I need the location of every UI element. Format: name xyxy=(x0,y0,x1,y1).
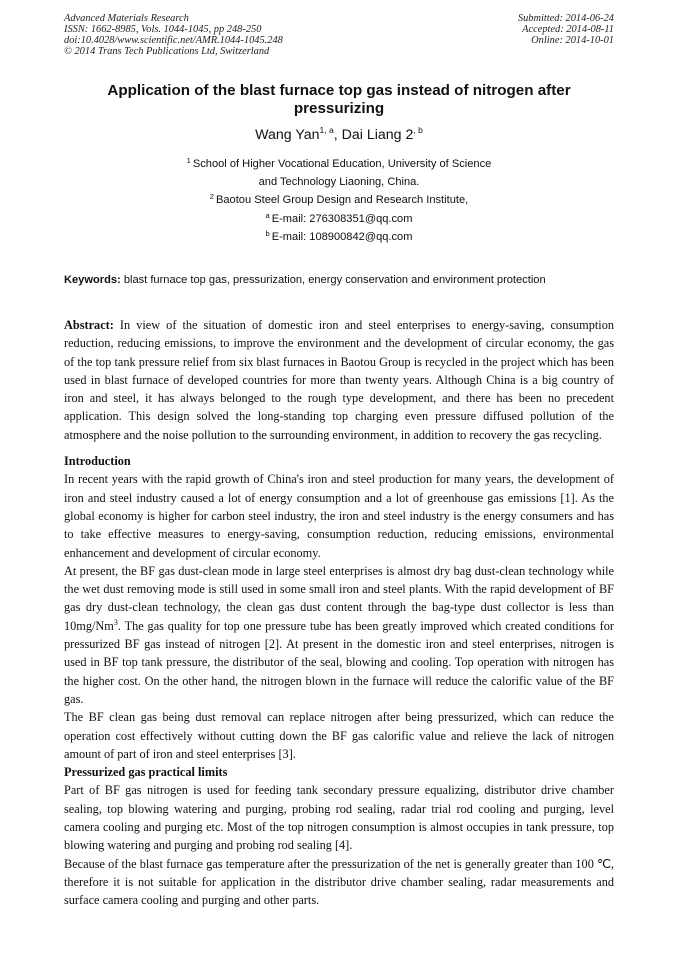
affiliations xyxy=(64,155,614,246)
email-b-marker: b xyxy=(265,228,270,238)
affiliation-1-marker: 1 xyxy=(186,156,191,165)
affiliation-2-marker: 2 xyxy=(209,192,214,202)
introduction-heading: Introduction xyxy=(64,454,131,469)
introduction-paragraph-2-part-b: . The gas quality for top one pressure tube has been greatly improved which created conditions for pressurized BF gas instead of nitrogen [2]. At present in the domestic iron and steel enterprises, nitrogen is used in BF top tank pressure, the distributor of the seal, blowing and cooling. Top operation with nitrogen has the higher cost. On the other hand, the nitrogen blown in the furnace will reduce the calorific value of the BF gas. xyxy=(64,618,614,706)
author-2: Dai Liang 2 xyxy=(341,127,414,143)
keywords xyxy=(64,272,624,288)
unit-superscript: 3 xyxy=(113,617,118,627)
abstract xyxy=(64,316,614,444)
introduction-paragraph-2 xyxy=(64,562,614,708)
journal-issn: ISSN: 1662-8985, Vols. 1044-1045, pp 248-250 xyxy=(64,24,262,36)
journal-name: Advanced Materials Research xyxy=(64,13,189,24)
journal-copyright: © 2014 Trans Tech Publications Ltd, Switzerland xyxy=(64,46,270,58)
introduction-paragraph-2-part-a: At present, the BF gas dust-clean mode in large steel enterprises is almost dry bag dust-clean technology while the wet dust removing mode is still used in some small iron and steel plants. With the rapid development of BF gas dry dust-clean technology, the clean gas dust content through the bag-type dust collector is less than 10mg/Nm xyxy=(64,563,614,633)
keywords-label: Keywords: xyxy=(64,274,121,286)
introduction-paragraph-1: In recent years with the rapid growth of China's iron and steel production for many years, the development of iron and steel industry caused a lot of energy consumption and a lot of greenhouse gas emissions [1]. As the global economy is higher for carbon steel industry, the iron and steel industry is the energy consumers and has to take effective measures to energy-saving, consumption reduction, reducing emissions, environmental enhancement and development of circular economy. xyxy=(64,472,614,560)
limits-paragraph-1: Part of BF gas nitrogen is used for feeding tank secondary pressure equalizing, distributor drive chamber sealing, top blowing watering and purging, probing rod sealing, radar trial rod cooling and purging, level camera cooling and purging etc. Most of the top nitrogen consumption is almost occupies in tank pressure, top blowing watering and purging and probing rod sealing [4]. xyxy=(64,783,614,853)
keywords-text: blast furnace top gas, pressurization, energy conservation and environment protection xyxy=(123,274,546,286)
author-list xyxy=(64,126,614,144)
journal-info xyxy=(64,13,283,57)
affiliation-1-text: School of Higher Vocational Education, University of Science xyxy=(192,158,492,170)
affiliation-1-line-1 xyxy=(64,155,614,173)
affiliation-1-line-2: and Technology Liaoning, China. xyxy=(258,176,420,189)
paper-body xyxy=(64,316,614,910)
limits-paragraph-2: Because of the blast furnace gas temperature after the pressurization of the net is generally greater than 100 ℃, therefore it is not suitable for application in the distributor drive chamber sealing, radar measurements and surface camera cooling and purging and other parts. xyxy=(64,856,614,908)
email-a-marker: a xyxy=(265,210,270,220)
title-line-2: pressurizing xyxy=(293,100,385,117)
abstract-label: Abstract: xyxy=(64,318,114,332)
journal-doi[interactable]: doi:10.4028/www.scientific.net/AMR.1044-1045.248 xyxy=(64,35,283,47)
email-a xyxy=(64,210,614,228)
accepted-date: Accepted: 2014-08-11 xyxy=(522,24,614,36)
affiliation-2-text: Baotou Steel Group Design and Research Institute, xyxy=(215,194,469,207)
email-b-text[interactable]: E-mail: 108900842@qq.com xyxy=(271,230,413,243)
online-date: Online: 2014-10-01 xyxy=(531,35,614,47)
author-1: Wang Yan xyxy=(255,127,320,143)
introduction-paragraph-3: The BF clean gas being dust removal can replace nitrogen after being pressurized, which can reduce the operation cost effectively without cutting down the BF gas calorific value and relieve the lack of nitrogen amount of part of iron and steel enterprises [3]. xyxy=(64,710,614,761)
affiliation-2 xyxy=(64,191,614,209)
abstract-text: In view of the situation of domestic iron and steel enterprises to energy-saving, consumption reduction, reducing emissions, to improve the environment and the development of circular economy, the gas of the top tank pressure relief from six blast furnaces in Baotou Group is recycled in the project which has been used in blast furnace of developed countries for more than twenty years. Although China is a big country of iron and steel, it has always belonged to the rough type development, and there has been no precedent application. This design solved the long-standing top charging even pressure diffused pollution of the atmosphere and the noise pollution to the surrounding environment, in addition to recovery the gas recycling. xyxy=(64,318,614,442)
publication-dates xyxy=(518,13,614,46)
submitted-date: Submitted: 2014-06-24 xyxy=(517,13,614,24)
limits-heading: Pressurized gas practical limits xyxy=(64,765,228,780)
email-a-text[interactable]: E-mail: 276308351@qq.com xyxy=(271,212,413,225)
author-2-affiliation: , b xyxy=(413,125,423,135)
author-separator: , xyxy=(333,127,342,143)
title-line-1: Application of the blast furnace top gas instead of nitrogen after xyxy=(107,82,571,99)
paper-title xyxy=(64,82,614,118)
email-b xyxy=(64,228,614,246)
author-1-affiliation: 1, a xyxy=(319,125,334,135)
spacer xyxy=(64,444,614,452)
